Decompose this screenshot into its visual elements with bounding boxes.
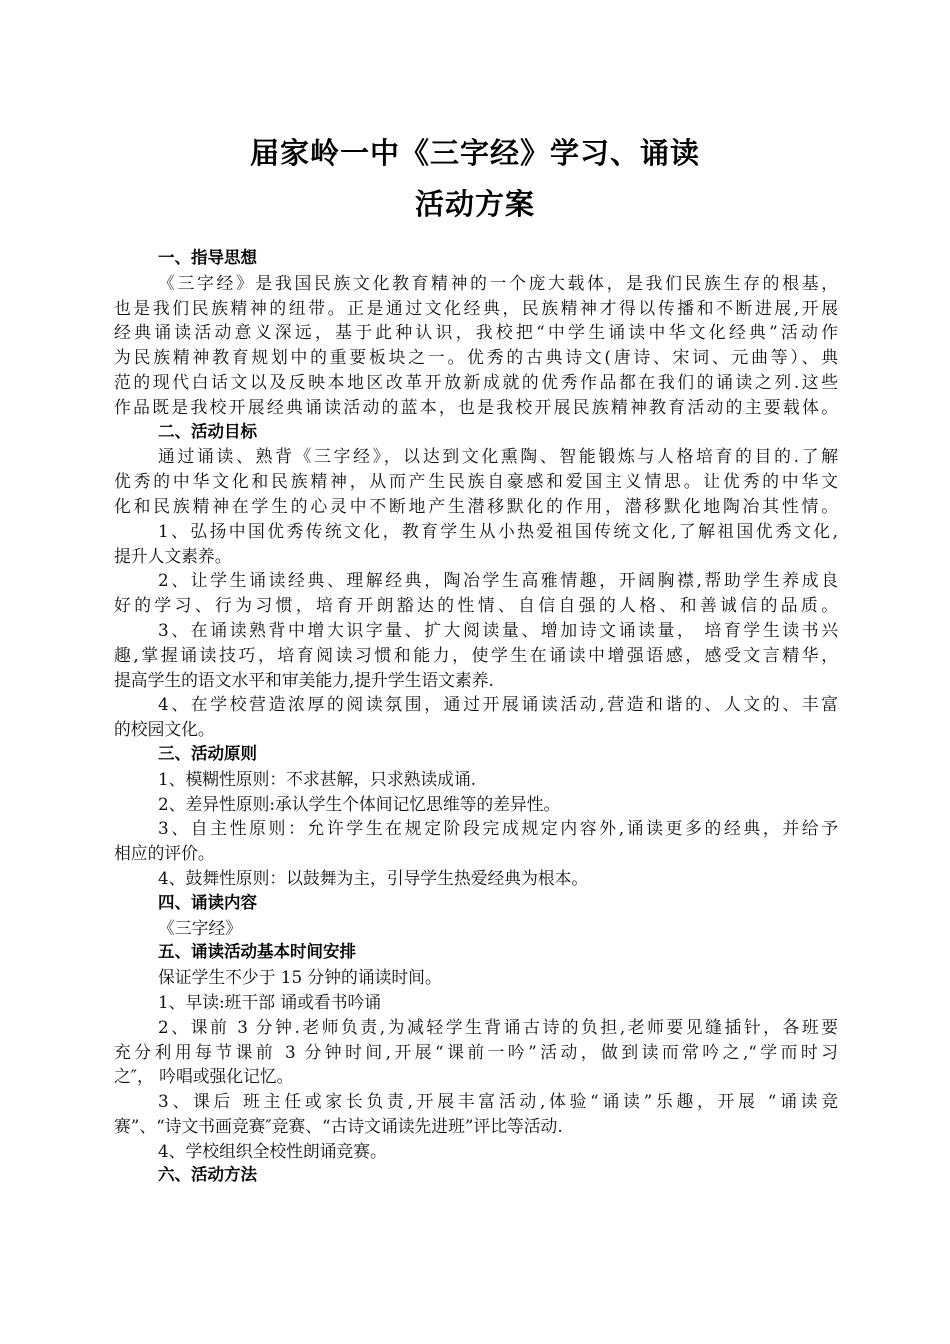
paragraph-first-line: 1、弘扬中国优秀传统文化，教育学生从小热爱祖国传统文化,了解祖国优秀文化, xyxy=(158,520,838,541)
paragraph-last-line: 提升人文素养。 xyxy=(114,545,232,566)
section-heading: 二、活动目标 xyxy=(158,421,257,441)
paragraph-last-line: 提高学生的语文水平和审美能力,提升学生语文素养. xyxy=(114,669,494,690)
paragraph-line: 1、模糊性原则：不求甚解，只求熟读成诵. xyxy=(158,768,477,789)
paragraph-line: 也是我们民族精神的纽带。正是通过文化经典，民族精神才得以传播和不断进展,开展 xyxy=(114,297,838,318)
paragraph-line: 范的现代白话文以及反映本地区改革开放新成就的优秀作品都在我们的诵读之列.这些 xyxy=(114,371,838,392)
paragraph-first-line: 通过诵读、熟背《三字经》，以达到文化熏陶、智能锻炼与人格培育的目的.了解 xyxy=(158,446,838,467)
paragraph-first-line: 3、自主性原则：允许学生在规定阶段完成规定内容外,诵读更多的经典，并给予 xyxy=(158,818,838,839)
paragraph-line: 4、学校组织全校性朗诵竞赛。 xyxy=(158,1140,387,1161)
paragraph-last-line: 赛”、“诗文书画竞赛″竞赛、“古诗文诵读先进班”评比等活动. xyxy=(114,1115,563,1136)
paragraph-line: 化和民族精神在学生的心灵中不断地产生潜移默化的作用，潜移默化地陶冶其性情。 xyxy=(114,495,838,516)
paragraph-last-line: 的校园文化。 xyxy=(114,719,215,740)
paragraph-line: 经典诵读活动意义深远，基于此种认识，我校把“中学生诵读中华文化经典”活动作 xyxy=(114,322,838,343)
paragraph-first-line: 2、课前 3 分钟.老师负责,为减轻学生背诵古诗的负担,老师要见缝插针，各班要 xyxy=(158,1016,838,1037)
paragraph-first-line: 2、让学生诵读经典、理解经典，陶冶学生高雅情趣，开阔胸襟,帮助学生养成良 xyxy=(158,570,838,591)
paragraph-line: 优秀的中华文化和民族精神，从而产生民族自豪感和爱国主义情思。让优秀的中华文 xyxy=(114,471,838,492)
section-heading: 三、活动原则 xyxy=(158,743,257,763)
section-heading: 一、指导思想 xyxy=(158,248,257,267)
section-heading: 六、活动方法 xyxy=(158,1165,257,1185)
document-title: 届家岭一中《三字经》学习、诵读 xyxy=(249,136,700,170)
paragraph-line: 作品既是我校开展经典诵读活动的蓝本，也是我校开展民族精神教育活动的主要载体。 xyxy=(114,396,838,417)
paragraph-line: 保证学生不少于 15 分钟的诵读时间。 xyxy=(158,967,442,988)
paragraph-line: 趣,掌握诵读技巧，培育阅读习惯和能力，使学生在诵读中增强语感，感受文言精华， xyxy=(114,644,838,665)
paragraph-first-line: 3、在诵读熟背中增大识字量、扩大阅读量、增加诗文诵读量， 培育学生读书兴 xyxy=(158,619,838,640)
paragraph-line: 1、早读:班干部 诵或看书吟诵 xyxy=(158,991,382,1012)
paragraph-line: 4、鼓舞性原则：以鼓舞为主，引导学生热爱经典为根本。 xyxy=(158,867,589,888)
paragraph-last-line: 之″， 吟唱或强化记忆。 xyxy=(114,1066,294,1087)
paragraph-line: 2、差异性原则:承认学生个体间记忆思维等的差异性。 xyxy=(158,793,561,814)
paragraph-line: 充分利用每节课前 3 分钟时间,开展“课前一吟”活动，做到读而常吟之,“学而时习 xyxy=(114,1041,838,1062)
paragraph-last-line: 相应的评价。 xyxy=(114,843,215,864)
paragraph-line: 《三字经》 xyxy=(158,917,242,938)
document-body xyxy=(114,246,838,1188)
paragraph-first-line: 3、课后 班主任或家长负责,开展丰富活动,体验“诵读”乐趣，开展 “诵读竞 xyxy=(158,1091,838,1112)
paragraph-line: 为民族精神教育规划中的重要板块之一。优秀的古典诗文(唐诗、宋词、元曲等）、典 xyxy=(114,347,838,368)
section-heading: 四、诵读内容 xyxy=(158,892,257,912)
paragraph-first-line: 4、在学校营造浓厚的阅读氛围，通过开展诵读活动,营造和谐的、人文的、丰富 xyxy=(158,694,838,715)
paragraph-first-line: 《三字经》是我国民族文化教育精神的一个庞大载体，是我们民族生存的根基， xyxy=(158,272,838,293)
document-subtitle: 活动方案 xyxy=(414,187,535,221)
paragraph-line: 好的学习、行为习惯，培育开朗豁达的性情、自信自强的人格、和善诚信的品质。 xyxy=(114,595,838,616)
section-heading: 五、诵读活动基本时间安排 xyxy=(158,942,356,962)
